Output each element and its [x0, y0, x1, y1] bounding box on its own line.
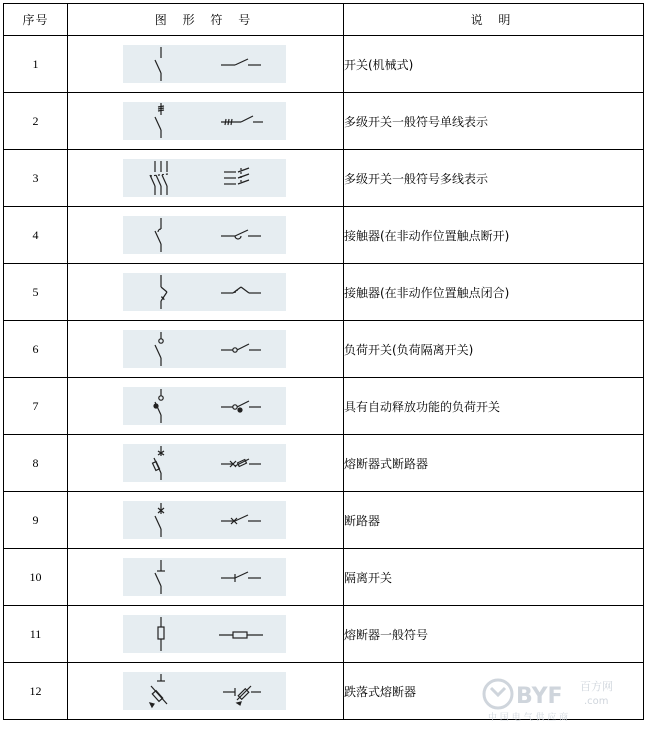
table-row — [4, 207, 644, 264]
header-description: 说 明 — [344, 4, 644, 36]
row-number: 9 — [4, 492, 68, 549]
row-number: 5 — [4, 264, 68, 321]
row-number: 4 — [4, 207, 68, 264]
multipole-switch-multi-line-icon — [123, 159, 286, 197]
header-no: 序号 — [4, 4, 68, 36]
watermark-cn: 百方网 — [580, 680, 613, 693]
row-description: 断路器 — [344, 492, 644, 549]
circuit-breaker-icon — [123, 501, 286, 539]
row-number: 12 — [4, 663, 68, 720]
load-switch-icon — [123, 330, 286, 368]
row-number: 2 — [4, 93, 68, 150]
watermark-tld: .com — [584, 696, 609, 707]
fuse-icon — [123, 615, 286, 653]
switch-mechanical-icon — [123, 45, 286, 83]
row-description: 跌落式熔断器 — [344, 663, 644, 720]
table-row — [4, 93, 644, 150]
table-row — [4, 549, 644, 606]
contactor-normally-closed-icon — [123, 273, 286, 311]
row-number: 11 — [4, 606, 68, 663]
table-row — [4, 492, 644, 549]
drop-out-fuse-icon — [123, 672, 286, 710]
symbol-table — [3, 3, 644, 720]
table-row — [4, 378, 644, 435]
row-description: 具有自动释放功能的负荷开关 — [344, 378, 644, 435]
auto-release-load-switch-icon — [123, 387, 286, 425]
row-description: 隔离开关 — [344, 549, 644, 606]
table-row — [4, 606, 644, 663]
table-row — [4, 321, 644, 378]
row-description: 多级开关一般符号单线表示 — [344, 93, 644, 150]
table-row — [4, 150, 644, 207]
contactor-normally-open-icon — [123, 216, 286, 254]
row-number: 10 — [4, 549, 68, 606]
row-number: 8 — [4, 435, 68, 492]
watermark-sub: 中 国 电 气 供 应 商 — [488, 713, 569, 723]
table-header-row — [4, 4, 644, 36]
row-description: 负荷开关(负荷隔离开关) — [344, 321, 644, 378]
watermark-brand: BYF — [516, 684, 563, 709]
row-number: 1 — [4, 36, 68, 93]
row-description: 熔断器一般符号 — [344, 606, 644, 663]
table-row — [4, 264, 644, 321]
row-number: 6 — [4, 321, 68, 378]
watermark-logo — [480, 674, 630, 724]
fuse-circuit-breaker-icon — [123, 444, 286, 482]
header-symbol: 图 形 符 号 — [68, 4, 344, 36]
row-number: 7 — [4, 378, 68, 435]
table-row — [4, 36, 644, 93]
row-number: 3 — [4, 150, 68, 207]
row-description: 接触器(在非动作位置触点闭合) — [344, 264, 644, 321]
row-description: 开关(机械式) — [344, 36, 644, 93]
disconnector-icon — [123, 558, 286, 596]
row-description: 熔断器式断路器 — [344, 435, 644, 492]
table-row — [4, 435, 644, 492]
row-description: 多级开关一般符号多线表示 — [344, 150, 644, 207]
multipole-switch-single-line-icon — [123, 102, 286, 140]
row-description: 接触器(在非动作位置触点断开) — [344, 207, 644, 264]
